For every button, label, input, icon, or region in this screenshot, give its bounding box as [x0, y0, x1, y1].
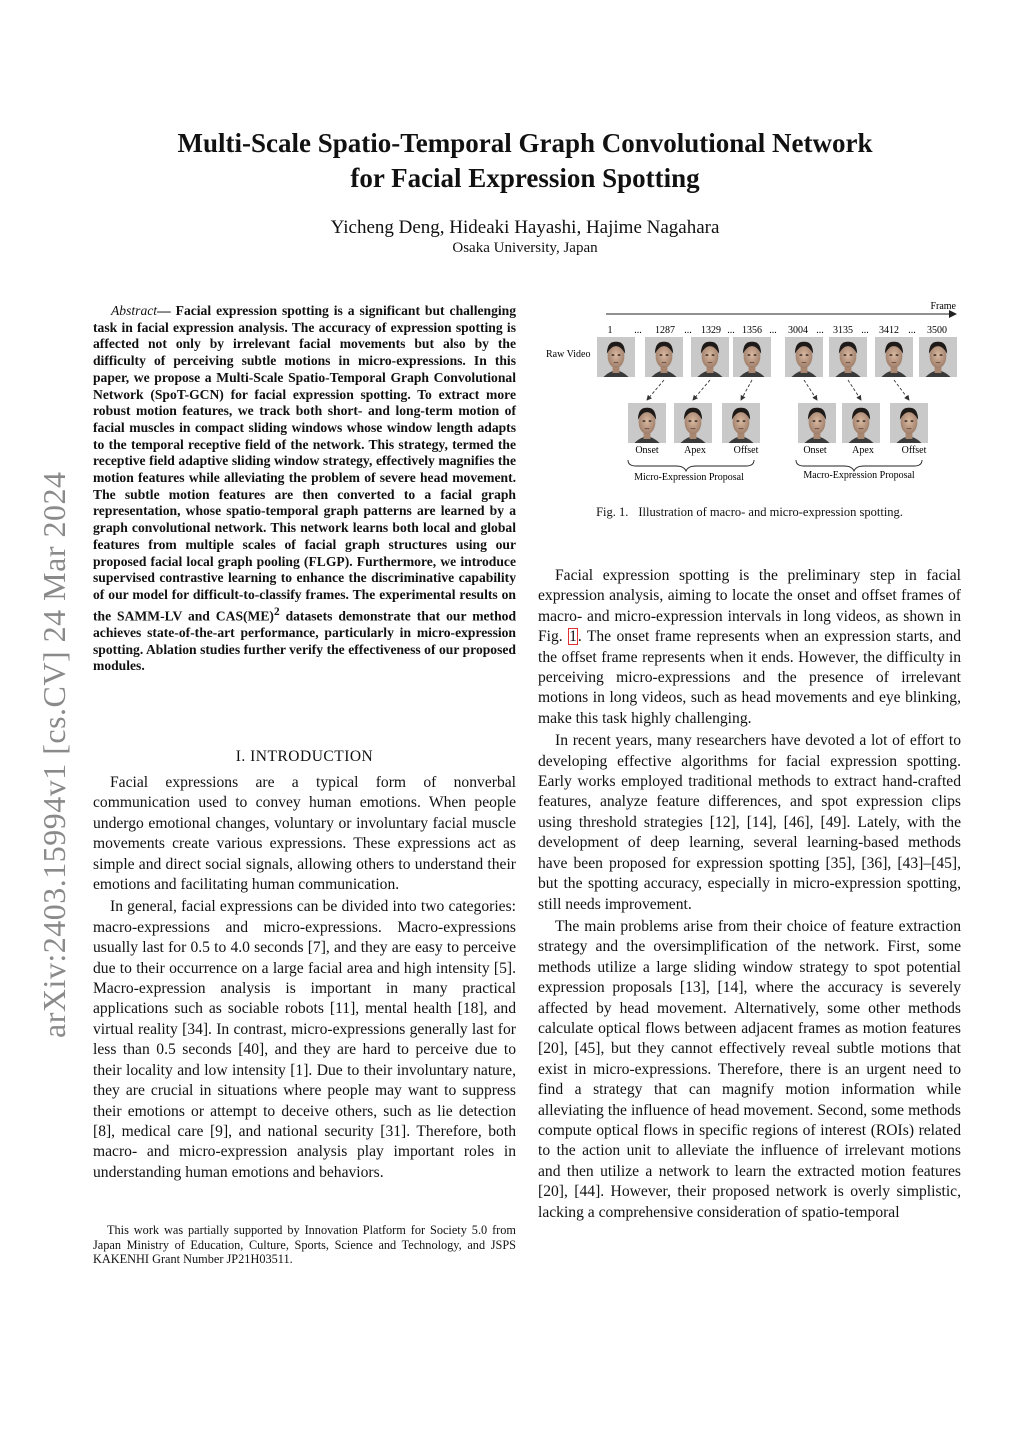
abstract-text: Facial expression spotting is a significant but challenging task in facial expression analysis. The accuracy of expression spotting is affected not only by irrelevant facial movements but also by the difficulty of perceiving subtle motions in micro-expressions. In this paper, we propose a Multi-Scale Spatio-Temporal Graph Convolutional Network (SpoT-GCN) for facial expression spotting. To extract more robust motion features, we track both short- and long-term motion of facial muscles in compact sliding windows whose window length adapts to the temporal receptive field of the network. This strategy, termed the receptive field adaptive sliding window strategy, effectively magnifies the motion features while alleviating the problem of severe head movement. The subtle motion features are then converted to a facial graph representation, whose spatio-temporal graph patterns are learned by a graph convolutional network. This network learns both local and global features from multiple scales of facial graph structures using our proposed facial local graph pooling (FLGP). Furthermore, we introduce supervised contrastive learning to enhance the discriminative capability of our model for difficult-to-classify frames. The experimental results on the SAMM-LV and CAS(ME) — [93, 303, 517, 624]
eye-shape — [712, 354, 715, 356]
abstract — [93, 303, 516, 675]
eye-shape — [911, 420, 914, 422]
eye-shape — [736, 420, 739, 422]
eye-shape — [642, 420, 645, 422]
caption-text: Illustration of macro- and micro-expression spotting. — [638, 505, 903, 519]
raw-video-frame — [919, 337, 957, 377]
left-column-body — [93, 773, 516, 1185]
row-label: Raw Video — [546, 349, 591, 360]
frame-number: ... — [816, 325, 824, 336]
frame-number: ... — [684, 325, 692, 336]
frame-number: ... — [908, 325, 916, 336]
frame-number: ... — [727, 325, 735, 336]
eye-shape — [850, 354, 853, 356]
caption-label: Fig. 1. — [596, 505, 629, 519]
title-line-2: for Facial Expression Spotting — [350, 163, 700, 193]
eye-shape — [747, 354, 750, 356]
eye-shape — [618, 354, 621, 356]
funding-footnote: This work was partially supported by Innovation Platform for Society 5.0 from Japan Ministry of Education, Culture, Sports, Science and Technology, and JSPS KAKENHI Grant Number JP21H03511. — [93, 1223, 516, 1266]
eye-shape — [889, 354, 892, 356]
paragraph-text: Facial expression spotting is the preliminary step in facial expression analysis, aiming to locate the onset and offset frames of macro- and micro-expression intervals in long videos, as shown in Fig. — [538, 567, 961, 646]
eye-shape — [695, 420, 698, 422]
phase-labels — [635, 445, 926, 456]
raw-video-frame — [645, 337, 683, 377]
figure-1-drawing — [538, 296, 961, 496]
eye-shape — [743, 420, 746, 422]
abstract-text-end: datasets demonstrate that our method achieves state-of-the-art performance, particularly in micro-expression spotting. Ablation studies further verify the effectiveness of our proposed modules. — [93, 608, 516, 674]
frame-number: ... — [861, 325, 869, 336]
phase-label: Apex — [684, 445, 706, 456]
frame-number: 1 — [607, 325, 613, 336]
figure-1-link[interactable]: 1 — [569, 628, 577, 646]
frame-number: ... — [634, 325, 642, 336]
raw-video-frame — [785, 337, 823, 377]
paragraph: Facial expressions are a typical form of nonverbal communication used to convey human emotions. When people undergo emotional changes, voluntary or involuntary facial muscle movements create various expressions. These expressions act as simple and direct social signals, allowing others to understand their emotions and facilitating human communication. — [93, 774, 516, 894]
eye-shape — [611, 354, 614, 356]
eye-shape — [933, 354, 936, 356]
proposal-frame — [722, 403, 760, 443]
arxiv-identifier: arXiv:2403.15994v1 [cs.CV] 24 Mar 2024 — [36, 471, 72, 1039]
eye-shape — [659, 354, 662, 356]
phase-label: Offset — [901, 445, 927, 456]
eye-shape — [819, 420, 822, 422]
author-list: Yicheng Deng, Hideaki Hayashi, Hajime Nagahara — [330, 217, 720, 238]
paragraph-text: . The onset frame represents when an expression starts, and the offset frame represents when it ends. However, the difficulty in perceiving micro-expressions and the presence of irrelevant motions in long videos, such as head movements and eye blinking, make this task highly challenging. — [538, 628, 961, 727]
eye-shape — [705, 354, 708, 356]
micro-proposal-label: Micro-Expression Proposal — [634, 472, 744, 483]
frame-number: 1287 — [655, 325, 675, 336]
phase-label: Onset — [635, 445, 659, 456]
raw-video-frame — [829, 337, 867, 377]
proposal-frame — [628, 403, 666, 443]
proposal-frame — [890, 403, 928, 443]
raw-video-frame — [875, 337, 913, 377]
proposal-frame — [798, 403, 836, 443]
micro-brace — [628, 460, 754, 471]
abstract-dash: — — [157, 303, 176, 318]
eye-shape — [688, 420, 691, 422]
eye-shape — [940, 354, 943, 356]
frame-number: 1356 — [742, 325, 762, 336]
title-line-1: Multi-Scale Spatio-Temporal Graph Convolutional Network — [177, 128, 873, 158]
proposal-row — [628, 403, 928, 443]
selection-arrows — [647, 380, 909, 400]
raw-video-frame — [691, 337, 729, 377]
frame-number: 3500 — [927, 325, 947, 336]
eye-shape — [799, 354, 802, 356]
paragraph: The main problems arise from their choice of feature extraction strategy and the oversimplification of the network. First, some methods utilize a large sliding window strategy to spot potential expression proposals [13], [14], where the accuracy is severely affected by head movement. Alternatively, some other methods calculate optical flows between adjacent frames as motion features [20], [45], but they cannot effectively reveal subtle motions that exist in micro-expressions. Therefore, there is an urgent need to find a strategy that can magnify motion information while alleviating the influence of head movement. Second, some methods compute optical flows in specific regions of interest (ROIs) related to the action unit to alleviate the influence of irrelevant motions and then utilize a network to learn the extracted motion features [20], [44]. However, their proposed network is overly simplistic, lacking a comprehensive consideration of spatio-temporal — [538, 917, 961, 1221]
eye-shape — [856, 420, 859, 422]
right-column-body — [538, 566, 961, 1225]
frame-number: ... — [769, 325, 777, 336]
frame-number: 3412 — [879, 325, 899, 336]
paragraph: In general, facial expressions can be divided into two categories: macro-expressions and micro-expressions. Macro-expressions usually last for 0.5 to 4.0 seconds [7], and they are easy to perceive due to their occurrence on a large facial area and high intensity [5]. Macro-expression analysis is important in many practical applications such as sociable robots [11], mental health [18], and virtual reality [34]. In contrast, micro-expressions generally last for less than 0.5 seconds [40], and they are hard to perceive due to their locality and low intensity [1]. Due to their involuntary nature, they are crucial in situations where people may want to suppress their emotions or attempt to deceive others, such as lie detection [8], medical care [9], and national security [31]. Therefore, both macro- and micro-expression analysis play important roles in understanding human emotions and behaviors. — [93, 898, 516, 1181]
phase-label: Onset — [803, 445, 827, 456]
selection-arrow — [647, 380, 664, 400]
axis-label: Frame — [930, 301, 956, 312]
eye-shape — [812, 420, 815, 422]
figure-1-caption — [538, 505, 961, 520]
raw-video-frame — [733, 337, 771, 377]
abstract-superscript: 2 — [273, 605, 280, 618]
macro-proposal-label: Macro-Expression Proposal — [803, 470, 915, 481]
frame-number: 1329 — [701, 325, 721, 336]
abstract-lead: Abstract — [111, 303, 158, 318]
raw-video-row — [597, 337, 957, 377]
raw-video-frame — [597, 337, 635, 377]
eye-shape — [843, 354, 846, 356]
eye-shape — [666, 354, 669, 356]
proposal-frame — [842, 403, 880, 443]
selection-arrow — [804, 380, 817, 400]
selection-arrow — [848, 380, 861, 400]
selection-arrow — [894, 380, 909, 400]
paper-title — [120, 126, 930, 196]
eye-shape — [896, 354, 899, 356]
affiliation: Osaka University, Japan — [452, 240, 598, 256]
figure-1 — [538, 296, 961, 526]
eye-shape — [863, 420, 866, 422]
eye-shape — [649, 420, 652, 422]
frame-number-row — [608, 325, 948, 336]
section-heading-introduction: I. INTRODUCTION — [235, 748, 374, 765]
frame-number: 3004 — [788, 325, 808, 336]
paragraph: In recent years, many researchers have devoted a lot of effort to developing effective algorithms for facial expression spotting. Early works employed traditional methods to extract hand-crafted features, analyze feature differences, and spot expression clips using threshold strategies [12], [14], [46], [49]. Lately, with the development of deep learning, several learning-based methods have been proposed for expression spotting [35], [36], [43]–[45], but the spotting accuracy, especially in micro-expression spotting, still needs improvement. — [538, 732, 961, 913]
eye-shape — [754, 354, 757, 356]
frame-number: 3135 — [833, 325, 853, 336]
selection-arrow — [741, 380, 752, 400]
selection-arrow — [693, 380, 710, 400]
eye-shape — [806, 354, 809, 356]
eye-shape — [904, 420, 907, 422]
paragraph — [538, 566, 961, 729]
phase-label: Apex — [852, 445, 874, 456]
phase-label: Offset — [733, 445, 759, 456]
proposal-frame — [674, 403, 712, 443]
